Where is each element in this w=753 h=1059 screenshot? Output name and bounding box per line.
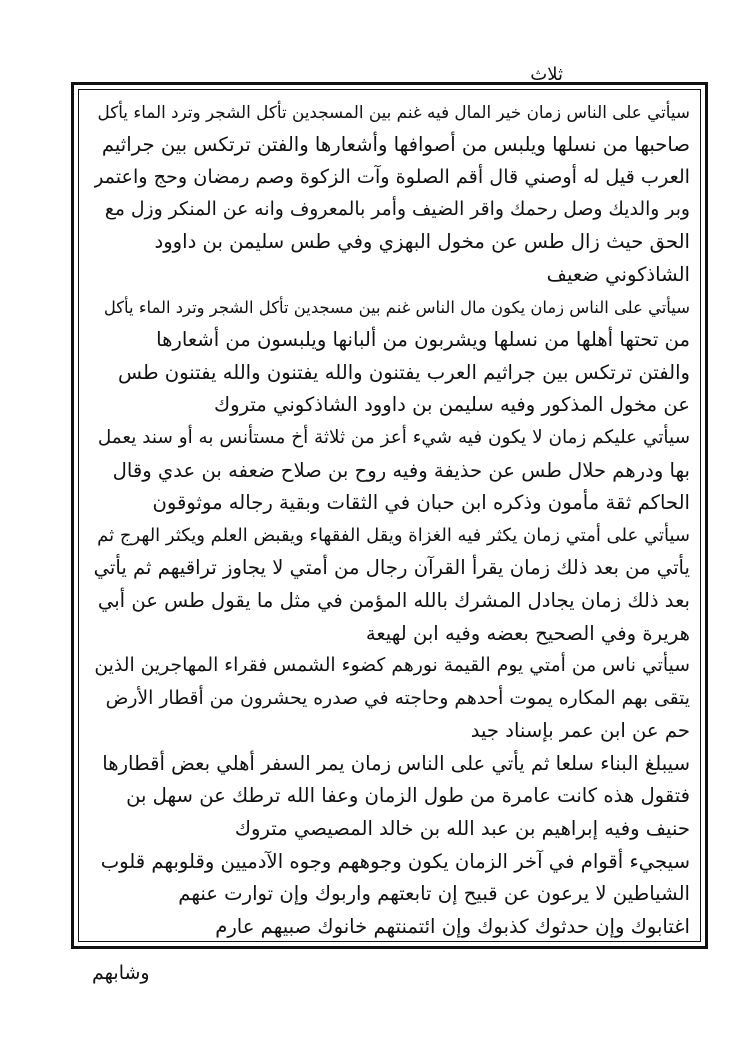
- manuscript-line: الحق حيث زال طس عن مخول البهزي وفي طس سليمن بن داوود: [154, 230, 690, 254]
- manuscript-line: فتقول هذه كانت عامرة من طول الزمان وعفا الله ترطك عن سهل بن: [126, 784, 690, 808]
- manuscript-line: صاحبها من نسلها ويلبس من أصوافها وأشعارها والفتن ترتكس بين جراثيم: [101, 132, 690, 156]
- manuscript-line: يأتي من بعد ذلك زمان يقرأ القرآن رجال من أمتي لا يجاوز تراقيهم ثم يأتي: [94, 556, 690, 580]
- manuscript-line: العرب قيل له أوصني قال أقم الصلوة وآت الزكوة وصم رمضان وحج واعتمر: [94, 165, 690, 189]
- manuscript-line: الشاذكوني ضعيف: [546, 262, 690, 286]
- manuscript-line: حم عن ابن عمر بإسناد جيد: [470, 719, 690, 743]
- manuscript-line: عن مخول المذكور وفيه سليمن بن داوود الشاذكوني متروك: [213, 393, 690, 417]
- footer-catchword: وشابهم: [92, 962, 150, 984]
- manuscript-line: بعد ذلك زمان يجادل المشرك بالله المؤمن في مثل ما يقول طس عن أبي: [97, 588, 690, 612]
- manuscript-line: يتقى بهم المكاره يموت أحدهم وحاجته في صدره يحشرون من أقطار الأرض: [105, 687, 690, 709]
- manuscript-line: والفتن ترتكس بين جراثيم العرب يفتنون والله يفتنون والله يفتنون طس: [117, 360, 690, 384]
- manuscript-line: سيأتي على الناس زمان يكون مال الناس غنم بين مسجدين تأكل الشجر وترد الماء يأكل: [103, 297, 690, 317]
- manuscript-line: من تحتها أهلها من نسلها ويشربون من ألبانها ويلبسون من أشعارها: [156, 328, 690, 352]
- manuscript-line: اغتابوك وإن حدثوك كذبوك وإن ائتمنتهم خانوك صبيهم عارم: [215, 914, 690, 938]
- manuscript-line: حنيف وفيه إبراهيم بن عبد الله بن خالد المصيصي متروك: [234, 817, 690, 841]
- header-catchword: ثلاث: [530, 64, 563, 85]
- manuscript-line: سيجيء أقوام في آخر الزمان يكون وجوههم وجوه الآدميين وقلوبهم قلوب: [100, 849, 690, 873]
- manuscript-line: وبر والديك وصل رحمك واقر الضيف وأمر بالمعروف وانه عن المنكر وزل مع: [104, 198, 690, 220]
- manuscript-line: سيأتي على الناس زمان خير المال فيه غنم بين المسجدين تأكل الشجر وترد الماء يأكل: [97, 102, 690, 122]
- manuscript-line: سيأتي ناس من أمتي يوم القيمة نورهم كضوء الشمس فقراء المهاجرين الذين: [94, 655, 690, 677]
- manuscript-text-block: [94, 96, 690, 943]
- manuscript-line: الشياطين لا يرعون عن قبيح إن تابعتهم واربوك وإن توارت عنهم: [178, 882, 690, 906]
- manuscript-line: سيبلغ البناء سلعا ثم يأتي على الناس زمان يمر السفر أهلي بعض أقطارها: [102, 751, 690, 775]
- manuscript-line: سيأتي على أمتي زمان يكثر فيه الغزاة ويقل الفقهاء ويقبض العلم ويكثر الهرج ثم: [97, 524, 690, 546]
- manuscript-line: هريرة وفي الصحيح بعضه وفيه ابن لهيعة: [365, 621, 690, 645]
- manuscript-line: سيأتي عليكم زمان لا يكون فيه شيء أعز من ثلاثة أخ مستأنس به أو سند يعمل: [97, 426, 690, 448]
- manuscript-line: الحاكم ثقة مأمون وذكره ابن حبان في الثقات وبقية رجاله موثوقون: [152, 491, 690, 515]
- manuscript-line: بها ودرهم حلال طس عن حذيفة وفيه روح بن صلاح ضعفه بن عدي وقال: [112, 458, 690, 482]
